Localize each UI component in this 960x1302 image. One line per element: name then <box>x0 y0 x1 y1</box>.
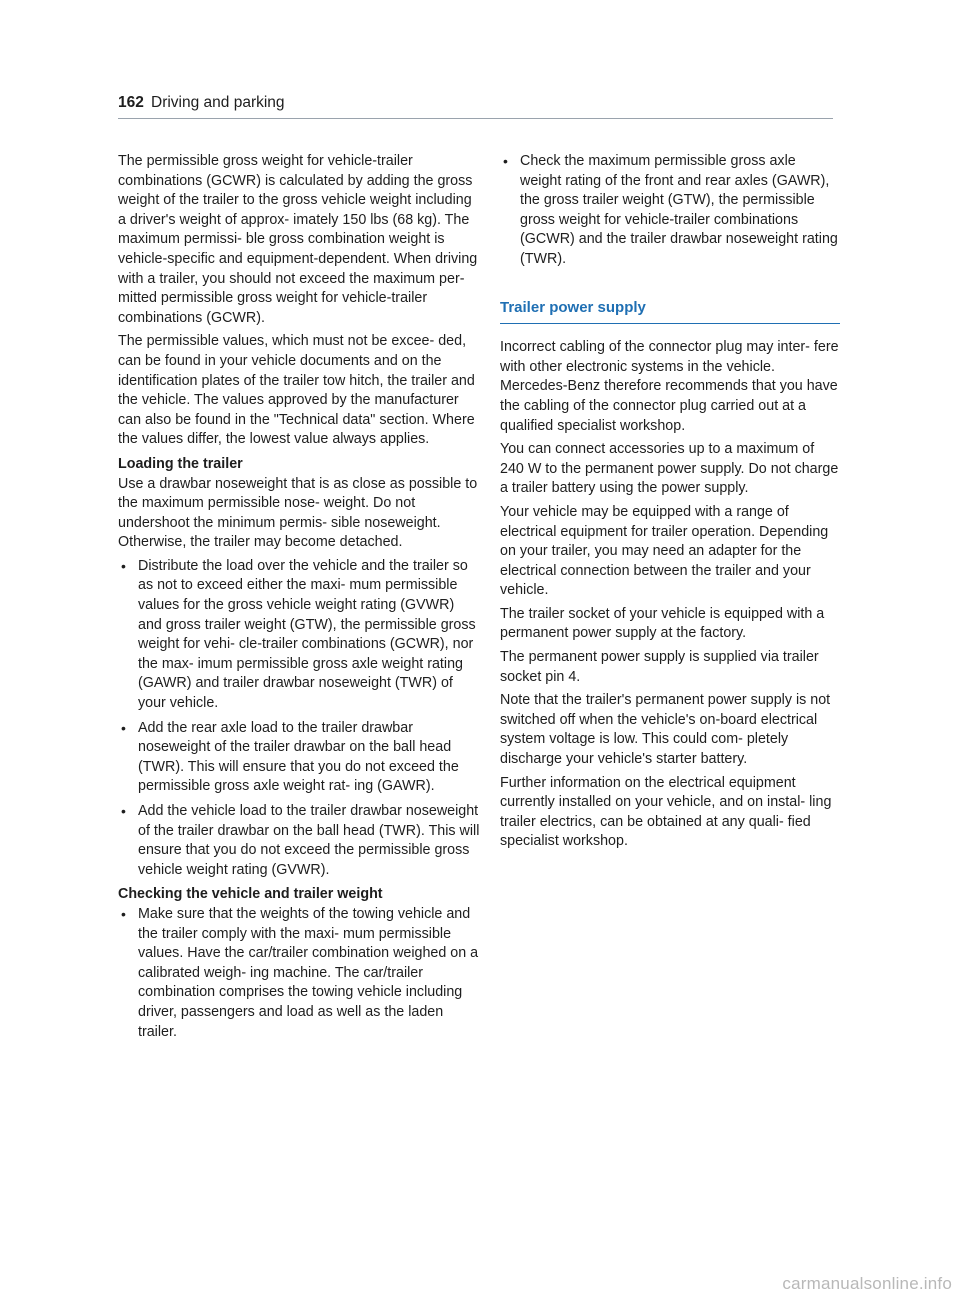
axle-check-bullet-list <box>500 152 840 270</box>
list-item <box>118 905 480 1042</box>
list-item-text: Distribute the load over the vehicle and the trailer so as not to exceed either the maxi- mum permissible values for the gross vehicle weight rating (GVWR) and gross trailer weight (GTW), the permissible gross weight for vehi- cle-trailer combinations (GCWR), nor the max- imum permissible gross axle weight rating (GAWR) and trailer drawbar noseweight (TWR) of your vehicle. <box>138 557 476 712</box>
voltage-note-paragraph: Note that the trailer's permanent power supply is not switched off when the vehicle's on-board electrical system voltage is low. This could com- pletely discharge your vehicle's starter battery. <box>500 692 831 768</box>
list-item-text: Check the maximum permissible gross axle weight rating of the front and rear axles (GAWR), the gross trailer weight (GTW), the permissible gross weight for vehicle-trailer combinations (GCWR) and the trailer drawbar noseweight rating (TWR). <box>520 153 838 267</box>
noseweight-paragraph: Use a drawbar noseweight that is as close as possible to the maximum permissible nose- weight. Do not undershoot the minimum permis- sible noseweight. Otherwise, the trailer may become detached. <box>118 475 478 551</box>
watermark: carmanualsonline.info <box>782 1274 952 1293</box>
gcwr-paragraph: The permissible gross weight for vehicle-trailer combinations (GCWR) is calculated by adding the gross weight of the trailer to the gross vehicle weight including a driver's weight of approx- imately 150 lbs (68 kg). The maximum permissi- ble gross combination weight is vehicle-specific and equipment-dependent. When driving with a trailer, you should not exceed the maximum per- mitted permissible gross weight for vehicle-trailer combinations (GCWR). <box>118 153 478 326</box>
left-column <box>118 152 480 1047</box>
list-item-text: Add the rear axle load to the trailer drawbar noseweight of the trailer drawbar on the ball head (TWR). This will ensure that you do not exceed the permissible gross axle weight rat- ing (GAWR). <box>138 719 459 795</box>
right-column <box>500 152 840 856</box>
permissible-values-paragraph: The permissible values, which must not be excee- ded, can be found in your vehicle documents and on the identification plates of the trailer tow hitch, the trailer and the vehicle. The values approved by the manufacturer can also be found in the "Technical data" section. Where the values differ, the lowest value always applies. <box>118 333 475 448</box>
loading-bullet-list <box>118 557 480 881</box>
list-item <box>118 719 480 797</box>
accessories-paragraph: You can connect accessories up to a maximum of 240 W to the permanent power supply. Do not charge a trailer battery using the power supply. <box>500 441 839 497</box>
bullet-icon: • <box>121 905 126 922</box>
list-item <box>118 802 480 880</box>
pin-paragraph: The permanent power supply is supplied via trailer socket pin 4. <box>500 649 819 685</box>
further-info-paragraph: Further information on the electrical equipment currently installed on your vehicle, and on instal- ling trailer electrics, can be obtained at any quali- fied specialist workshop. <box>500 774 832 850</box>
bullet-icon: • <box>121 557 126 574</box>
trailer-power-supply-heading: Trailer power supply <box>500 298 840 325</box>
checking-bullet-list <box>118 905 480 1042</box>
equipment-paragraph: Your vehicle may be equipped with a range of electrical equipment for trailer operation. Depending on your trailer, you may need an adapter for the electrical connection between the trailer and your vehicle. <box>500 503 829 599</box>
section-label: Driving and parking <box>151 94 285 111</box>
bullet-icon: • <box>503 153 508 169</box>
list-item-text: Make sure that the weights of the towing vehicle and the trailer comply with the maxi- mum permissible values. Have the car/trailer combination weighed on a calibrated weigh- ing machine. The car/trailer combination comprises the towing vehicle including driver, passengers and load as well as the laden trailer. <box>138 905 479 1040</box>
list-item-text: Add the vehicle load to the trailer drawbar noseweight of the trailer drawbar on the ball head (TWR). This will ensure that you do not exceed the permissible gross vehicle weight rating (GVWR). <box>138 803 480 878</box>
loading-trailer-heading: Loading the trailer <box>118 455 243 472</box>
bullet-icon: • <box>121 803 126 819</box>
list-item <box>500 152 840 270</box>
checking-weight-heading: Checking the vehicle and trailer weight <box>118 886 383 903</box>
page-number: 162 <box>118 94 144 111</box>
bullet-icon: • <box>121 719 126 736</box>
socket-paragraph: The trailer socket of your vehicle is equipped with a permanent power supply at the factory. <box>500 605 825 642</box>
page-header <box>118 92 833 119</box>
cabling-paragraph: Incorrect cabling of the connector plug may inter- fere with other electronic systems in the vehicle. Mercedes-Benz therefore recommends that you have the cabling of the connector plug carried out at a qualified specialist workshop. <box>500 339 839 434</box>
list-item <box>118 557 480 714</box>
